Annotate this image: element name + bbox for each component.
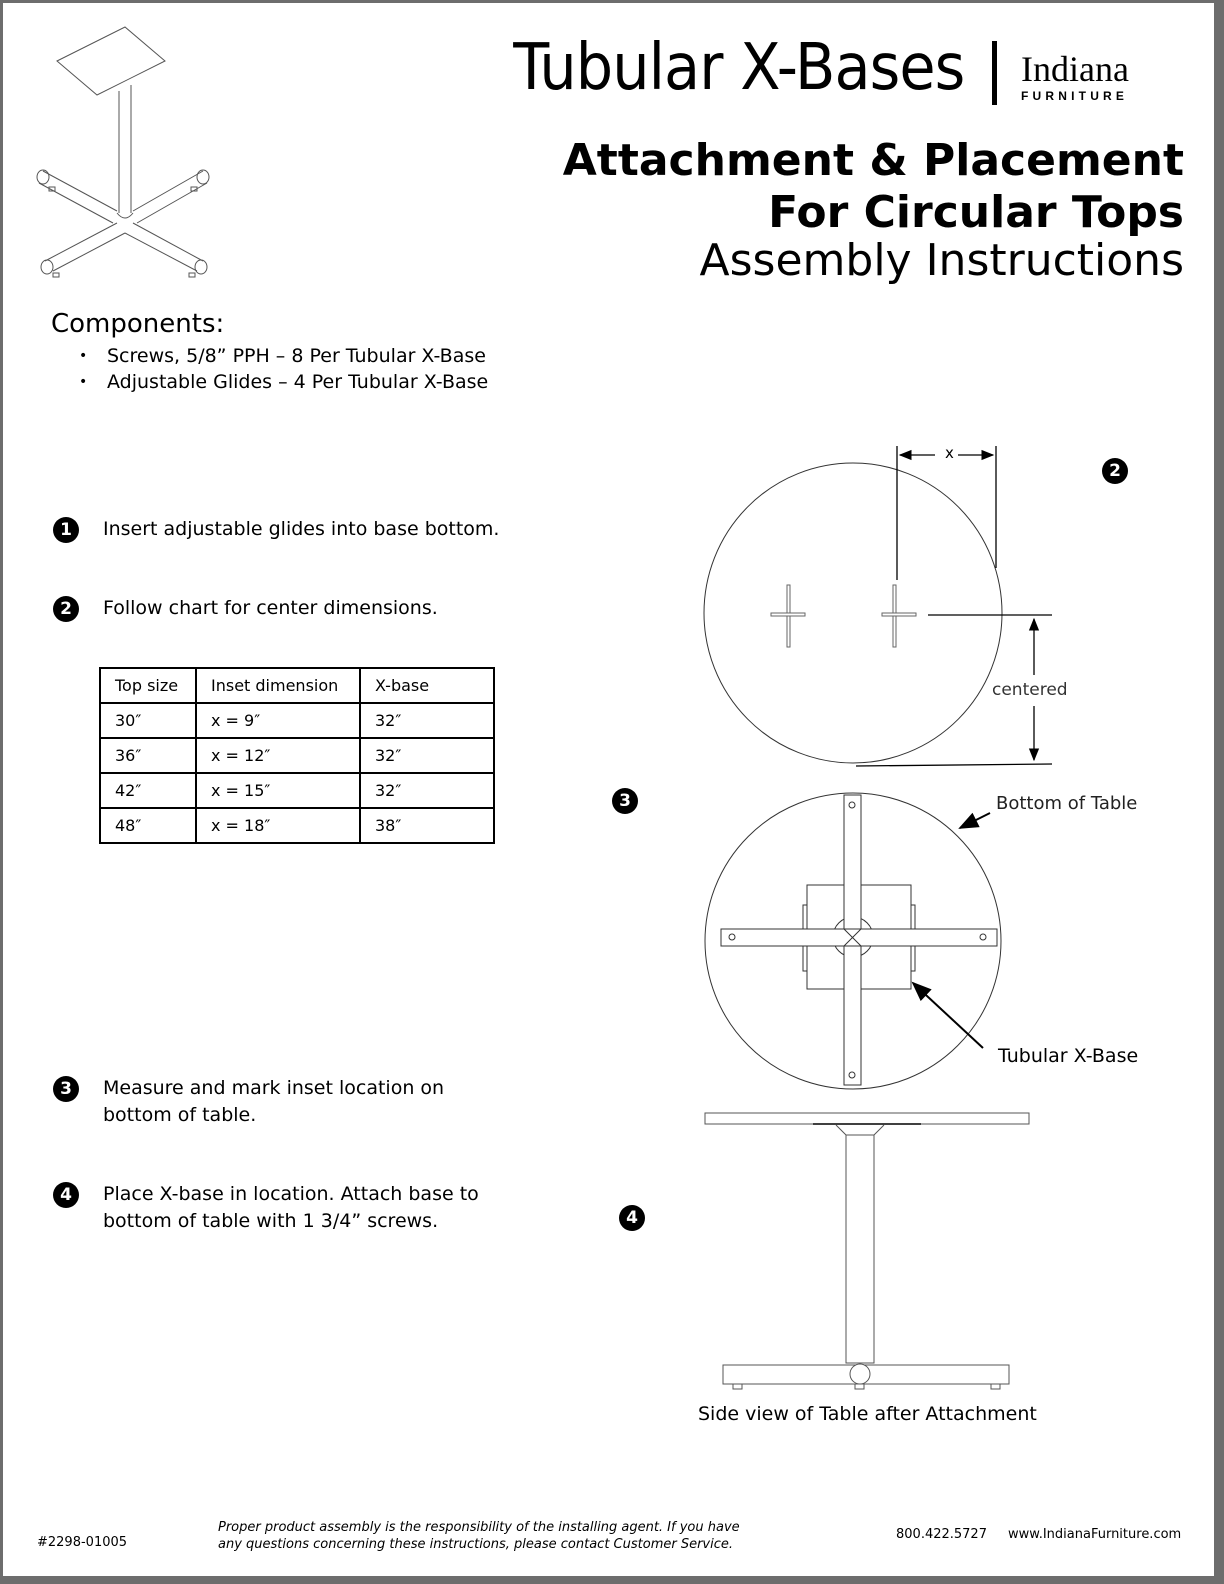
step-number-badge: 3 (53, 1076, 79, 1102)
heading-line-3: Assembly Instructions (699, 235, 1184, 286)
side-view-caption: Side view of Table after Attachment (698, 1403, 1037, 1425)
step-text: Follow chart for center dimensions. (103, 597, 438, 619)
components-title: Components: (51, 309, 225, 339)
diagram-4-badge: 4 (619, 1205, 645, 1231)
header-x-base: X-base (360, 668, 494, 703)
cell-inset: x = 18″ (196, 808, 360, 843)
cell-x-base: 32″ (360, 738, 494, 773)
step-number-badge: 2 (53, 596, 79, 622)
cell-inset: x = 15″ (196, 773, 360, 808)
tubular-x-base-label: Tubular X-Base (998, 1045, 1139, 1067)
product-title: Tubular X-Bases (512, 31, 964, 105)
instruction-sheet (3, 3, 1214, 1576)
cell-inset: x = 9″ (196, 703, 360, 738)
brand-name: Indiana (1021, 49, 1129, 89)
diagram-2-badge: 2 (1102, 458, 1128, 484)
heading-line-1: Attachment & Placement (562, 135, 1184, 186)
bottom-of-table-label: Bottom of Table (996, 793, 1138, 814)
cell-inset: x = 12″ (196, 738, 360, 773)
heading-line-2: For Circular Tops (768, 187, 1184, 238)
cell-x-base: 32″ (360, 773, 494, 808)
dimension-x-label: x (942, 444, 957, 462)
header-top-size: Top size (100, 668, 196, 703)
component-item: • Adjustable Glides – 4 Per Tubular X-Base (79, 369, 488, 395)
brand-subtitle: FURNITURE (1021, 89, 1129, 103)
part-number: #2298-01005 (37, 1535, 128, 1550)
step-text: Insert adjustable glides into base bottom. (103, 518, 500, 540)
website-link[interactable]: www.IndianaFurniture.com (1008, 1527, 1182, 1542)
step-text: Measure and mark inset location on bottom of table. (103, 1077, 445, 1126)
step-number-badge: 4 (53, 1182, 79, 1208)
cell-x-base: 38″ (360, 808, 494, 843)
step-text: Place X-base in location. Attach base to bottom of table with 1 3/4” screws. (103, 1183, 479, 1232)
diagram-3-badge: 3 (612, 788, 638, 814)
cell-x-base: 32″ (360, 703, 494, 738)
step-number-badge: 1 (53, 517, 79, 543)
cell-top-size: 42″ (100, 773, 196, 808)
phone-number: 800.422.5727 (896, 1527, 987, 1542)
centered-label: centered (992, 680, 1068, 700)
side-view-diagram (703, 1111, 1033, 1391)
assembly-disclaimer: Proper product assembly is the responsibility of the installing agent. If you have any questions concerning these instructions, please contact Customer Service. (218, 1520, 740, 1552)
cell-top-size: 48″ (100, 808, 196, 843)
header-inset-dimension: Inset dimension (196, 668, 360, 703)
cell-top-size: 30″ (100, 703, 196, 738)
component-item: • Screws, 5/8” PPH – 8 Per Tubular X-Base (79, 343, 488, 369)
cell-top-size: 36″ (100, 738, 196, 773)
